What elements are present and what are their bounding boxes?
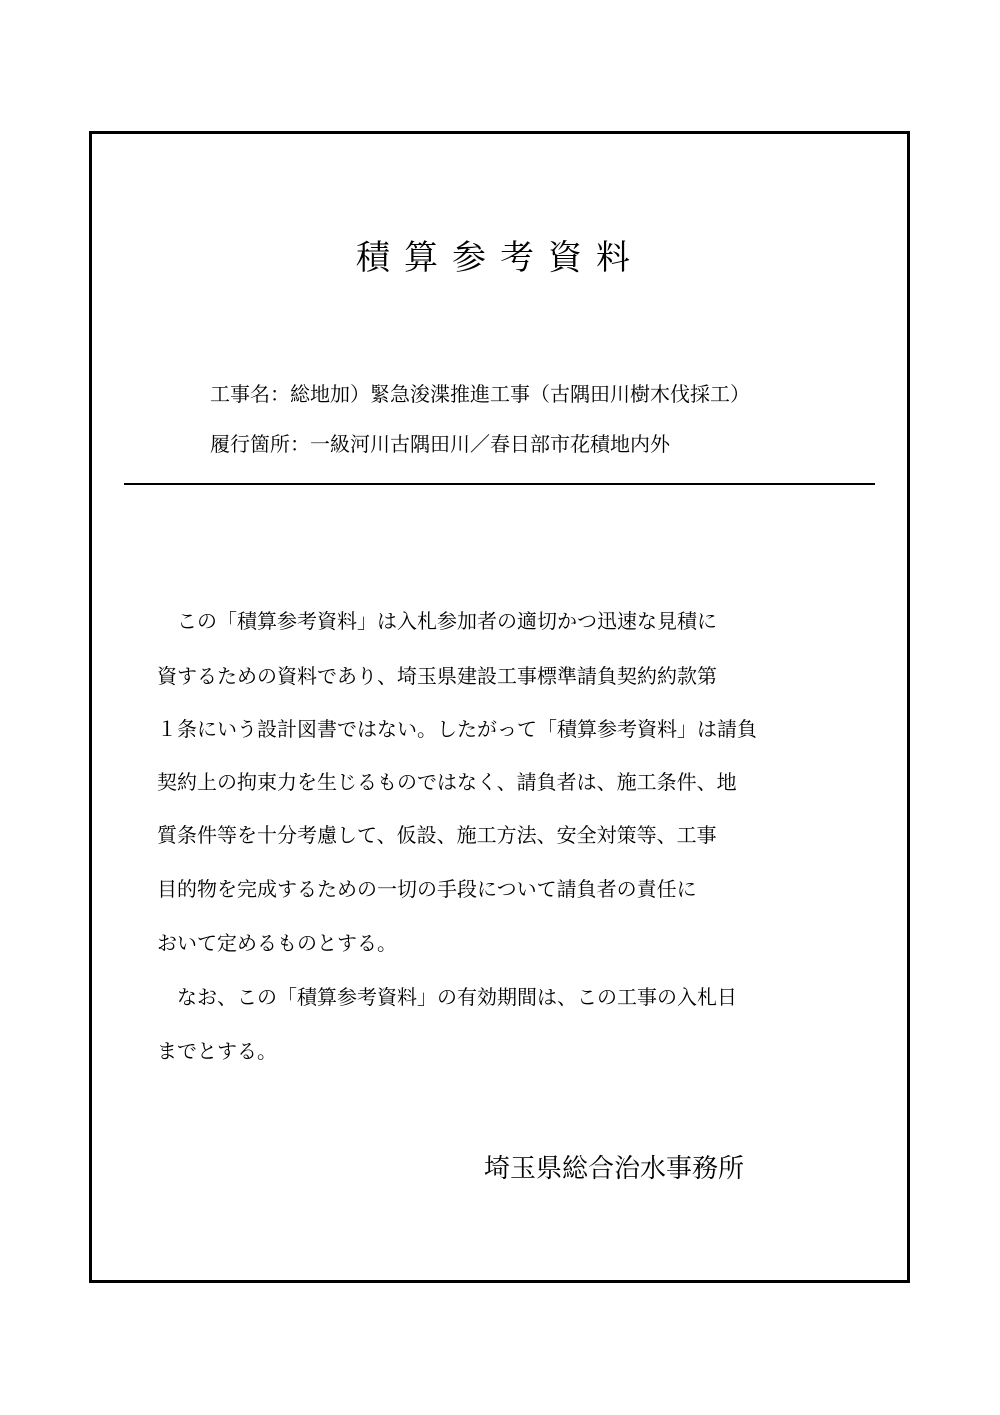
work-location: 履行箇所：一級河川古隅田川／春日部市花積地内外 xyxy=(210,432,670,456)
divider-line xyxy=(124,483,875,485)
body-text-line: １条にいう設計図書ではない。したがって「積算参考資料」は請負 xyxy=(157,717,757,741)
body-text-line: この「積算参考資料」は入札参加者の適切かつ迅速な見積に xyxy=(157,609,717,633)
body-text-line: 資するための資料であり、埼玉県建設工事標準請負契約約款第 xyxy=(157,664,717,688)
document-border xyxy=(89,131,910,1283)
project-name: 工事名：総地加）緊急浚渫推進工事（古隅田川樹木伐採工） xyxy=(210,382,750,406)
body-text-line: までとする。 xyxy=(157,1039,277,1063)
body-text-line: 質条件等を十分考慮して、仮設、施工方法、安全対策等、工事 xyxy=(157,823,717,847)
body-text-line: なお、この「積算参考資料」の有効期間は、この工事の入札日 xyxy=(157,985,737,1009)
body-text-line: 目的物を完成するための一切の手段について請負者の責任に xyxy=(157,877,697,901)
body-text-line: おいて定めるものとする。 xyxy=(157,931,397,955)
body-text-line: 契約上の拘束力を生じるものではなく、請負者は、施工条件、地 xyxy=(157,770,737,794)
document-title: 積算参考資料 xyxy=(356,238,644,278)
issuer-name: 埼玉県総合治水事務所 xyxy=(484,1154,745,1184)
